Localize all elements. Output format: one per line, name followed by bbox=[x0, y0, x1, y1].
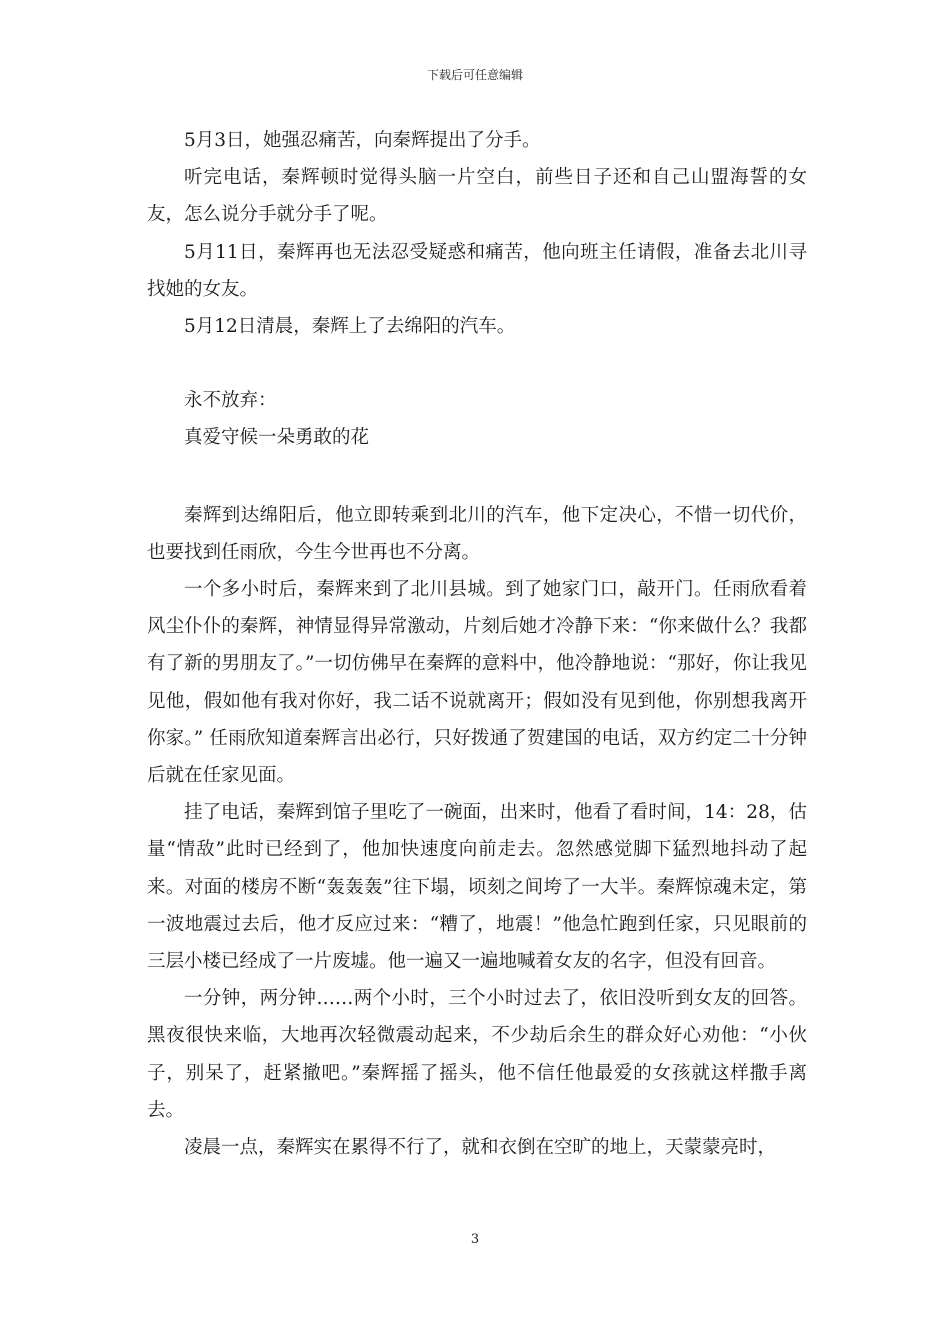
page-header: 下载后可任意编辑 bbox=[426, 68, 523, 82]
paragraph: 凌晨一点，秦辉实在累得不行了，就和衣倒在空旷的地上，天蒙蒙亮时， bbox=[184, 1137, 777, 1159]
document-body bbox=[147, 122, 807, 1166]
paragraph: 秦辉到达绵阳后，他立即转乘到北川的汽车，他下定决心，不惜一切代价，也要找到任雨欣，今生今世再也不分离。 bbox=[147, 504, 807, 563]
paragraph: 一个多小时后，秦辉来到了北川县城。到了她家门口，敲开门。任雨欣看着风尘仆仆的秦辉，神情显得异常激动，片刻后她才冷静下来：“你来做什么？我都有了新的男朋友了。”一切仿佛早在秦辉的意料中，他冷静地说：“那好，你让我见见他，假如他有我对你好，我二话不说就离开；假如没有见到他，你别想我离开你家。” 任雨欣知道秦辉言出必行，只好拨通了贺建国的电话，双方约定二十分钟后就在任家见面。 bbox=[147, 579, 807, 787]
paragraph: 听完电话，秦辉顿时觉得头脑一片空白，前些日子还和自己山盟海誓的女友，怎么说分手就分手了呢。 bbox=[147, 167, 807, 226]
spacer bbox=[147, 457, 807, 497]
section-title: 真爱守候一朵勇敢的花 bbox=[184, 427, 370, 449]
paragraph: 5月12日清晨，秦辉上了去绵阳的汽车。 bbox=[184, 316, 516, 338]
section-label: 永不放弃： bbox=[184, 390, 277, 412]
spacer bbox=[147, 345, 807, 382]
paragraph: 5月3日，她强忍痛苦，向秦辉提出了分手。 bbox=[184, 130, 541, 151]
paragraph: 5月11日，秦辉再也无法忍受疑惑和痛苦，他向班主任请假，准备去北川寻找她的女友。 bbox=[147, 241, 807, 300]
paragraph: 挂了电话，秦辉到馆子里吃了一碗面，出来时，他看了看时间，14：28，估量“情敌”此时已经到了，他加快速度向前走去。忽然感觉脚下猛烈地抖动了起来。对面的楼房不断“轰轰轰”往下塌，顷刻之间垮了一大半。秦辉惊魂未定，第一波地震过去后，他才反应过来：“糟了，地震！”他急忙跑到任家，只见眼前的三层小楼已经成了一片废墟。他一遍又一遍地喊着女友的名字，但没有回音。 bbox=[147, 802, 807, 973]
paragraph: 一分钟，两分钟……两个小时，三个小时过去了，依旧没听到女友的回答。黑夜很快来临，大地再次轻微震动起来，不少劫后余生的群众好心劝他：“小伙子，别呆了，赶紧撤吧。”秦辉摇了摇头，他不信任他最爱的女孩就这样撒手离去。 bbox=[147, 988, 807, 1121]
page-number: 3 bbox=[470, 1232, 480, 1247]
